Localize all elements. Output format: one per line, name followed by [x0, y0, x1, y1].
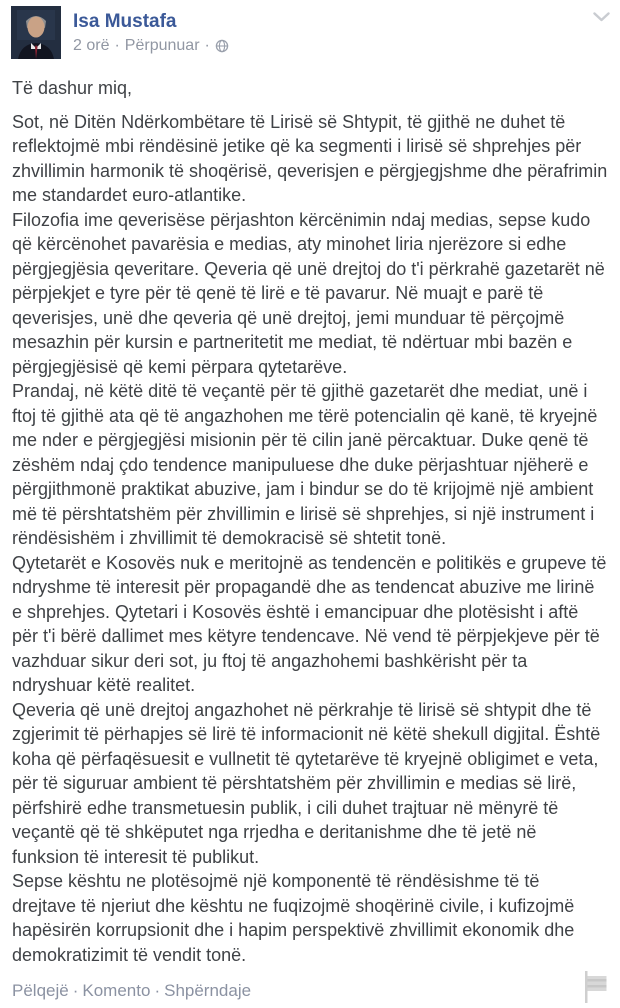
- share-link[interactable]: Shpërndaje: [164, 981, 252, 1000]
- post-footer: [0, 980, 620, 1001]
- globe-icon: [215, 39, 229, 53]
- post-meta: [73, 36, 229, 55]
- chevron-down-icon: [593, 12, 610, 22]
- post-paragraph: Prandaj, në këtë ditë të veçantë për të gjithë gazetarët dhe mediat, unë i ftoj të gjithë ata që të angazhohen me tërë potencialin që kanë, të kryejnë me nder e përgjegjësi misionin për të cilin janë përcaktuar. Duke qenë të zëshëm ndaj çdo tendence manipuluese dhe duke përjashtuar njëherë e përgjithmonë praktikat abuzive, jam i bindur se do të krijojmë një ambient më të përshtatshëm për zhvillimin e lirisë së shprehjes, si një instrument i rëndësishëm i zhvillimit të demokracisë së shtetit tonë.: [12, 381, 598, 548]
- meta-separator: ·: [204, 37, 210, 54]
- action-separator: ·: [154, 981, 161, 1000]
- post-paragraph: Filozofia ime qeverisëse përjashton kërcënimin ndaj medias, sepse kudo që kërcënohet pavarësia e medias, aty minohet liria njerëzore si edhe përgjegjësia qeveritare. Qeveria që unë drejtoj do t'i përkrahë gazetarët në përpjekjet e tyre për të qenë të lirë e të pavarur. Në muajt e parë të qeverisjes, unë dhe qeveria që unë drejtoj, jemi munduar të përçojmë mesazhin për kursin e partneritetit me mediat, të ndërtuar mbi bazën e përgjegjësisë që kemi përpara qytetarëve.: [12, 209, 605, 377]
- post-greeting: Të dashur miq,: [12, 78, 133, 98]
- meta-separator: ·: [114, 37, 120, 54]
- post-header-text: [73, 6, 229, 62]
- post-paragraph: Qeveria që unë drejtoj angazhohet në përkrahje të lirisë së shtypit dhe të zgjerimit të përhapjes së lirë të informacionit në këtë shekull digjital. Është koha që përfaqësuesit e vullnetit të qytetarëve të kryejnë obligimet e veta, për të siguruar ambient të përshtatshëm për zhvillimin e medias së lirë, përfshirë edhe transmetuesin publik, i cili duhet trajtuar në mënyrë të veçantë që të shkëputet nga rrjedha e deritanishme dhe të jetë në funksion të interesit të publikut.: [12, 699, 601, 867]
- like-link[interactable]: Pëlqejë: [12, 981, 69, 1000]
- post-paragraph: Sot, në Ditën Ndërkombëtare të Lirisë së Shtypit, të gjithë ne duhet të reflektojmë mbi rëndësinë jetike që ka segmenti i lirisë së shprehjes për zhvillimin harmonik të shoqërisë, qeverisjen e përgjegjshme dhe përafrimin me standardet euro-atlantike.: [12, 111, 608, 205]
- comment-link[interactable]: Komento: [82, 981, 151, 1000]
- post-header: [0, 0, 620, 62]
- post-paragraph: Sepse kështu ne plotësojmë një komponentë të rëndësishme të të drejtave të njeriut dhe kështu ne fuqizojmë shoqërinë civile, i kufizojmë hapësirën korrupsionit dhe i hapim perspektivë zhvillimit ekonomik dhe demokratizimit të vendit tonë.: [12, 871, 575, 965]
- flag-icon: [582, 969, 610, 1005]
- post-paragraphs: [12, 110, 608, 968]
- avatar[interactable]: [11, 6, 61, 59]
- post-timestamp[interactable]: 2 orë: [73, 37, 110, 54]
- post-content: [0, 62, 620, 967]
- action-separator: ·: [72, 981, 79, 1000]
- edited-label: Përpunuar: [124, 37, 200, 54]
- post-paragraph: Qytetarët e Kosovës nuk e meritojnë as tendencën e politikës e grupeve të ndryshme të interesit për propagandë dhe as tendencat abuzive me lirinë e shprehjes. Qytetari i Kosovës është i emancipuar dhe plotësisht i aftë për t'i bërë dallimet mes këtyre tendencave. Në vend të përpjekjeve për të vazhduar sikur deri sot, ju ftoj të angazhohemi bashkërisht për ta ndryshuar këtë realitet.: [12, 552, 607, 695]
- post-menu-button[interactable]: [590, 8, 612, 26]
- author-name-link[interactable]: Isa Mustafa: [73, 11, 177, 32]
